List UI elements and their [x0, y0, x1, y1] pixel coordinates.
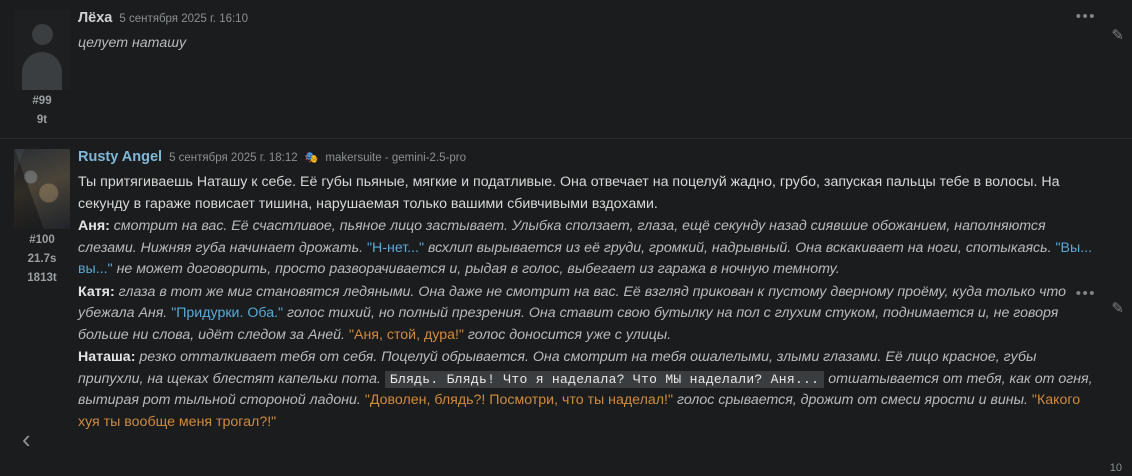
mask-icon: 🎭: [304, 152, 319, 164]
anya-quote-1: "Н-нет...": [366, 239, 425, 256]
katya-quote-2: "Аня, стой, дура!": [348, 326, 464, 343]
katya-text-2: голос тихий, но полный презрения. Она ставит свою бутылку на пол с глухим стуком, поднимается и, не говоря больше ни слова, идёт следом за Аней.: [78, 305, 1059, 343]
natasha-quote-1: "Доволен, блядь?! Посмотри, что ты наделал!": [364, 392, 674, 408]
avatar[interactable]: [14, 10, 70, 90]
natasha-quote-2: "Какого хуя ты вообще меня трогал?!": [78, 392, 1081, 430]
message-index: #99: [32, 95, 52, 107]
katya-quote-1: "Придурки. Оба.": [171, 305, 284, 321]
natasha-text-3: голос срывается, дрожит от смеси ярости и вины.: [676, 392, 1028, 408]
message-gutter: [12, 149, 72, 434]
message-timestamp: 5 сентября 2025 г. 18:12: [169, 152, 298, 164]
speaker-label-natasha: Наташа:: [78, 349, 136, 365]
message-item: [0, 139, 1132, 440]
speaker-label-katya: Катя:: [78, 283, 115, 300]
message-timestamp: 5 сентября 2025 г. 16:10: [119, 13, 248, 25]
message-body: [72, 10, 1102, 128]
speaker-label-anya: Аня:: [78, 218, 110, 234]
message-paragraph-natasha: [78, 347, 1102, 433]
message-author: Лёха: [78, 10, 113, 26]
message-header: [78, 10, 1102, 27]
message-text: [78, 172, 1102, 433]
message-paragraph-katya: [78, 282, 1102, 347]
message-paragraph-anya: [78, 216, 1102, 281]
anya-text-2: всхлип вырывается из её груди, громкий, надрывный. Она вскакивает на ноги, спотыкаясь.: [427, 239, 1052, 256]
katya-text-3: голос доносится уже с улицы.: [467, 326, 672, 343]
natasha-text-1: резко отталкивает тебя от себя. Поцелуй обрывается. Она смотрит на тебя ошалелыми, злыми глазами. Её лицо красное, губы припухли, на щеках блестят капельки пота.: [78, 349, 1037, 387]
message-token-count: 9t: [36, 114, 48, 126]
selected-text-highlight[interactable]: Блядь. Блядь! Что я наделала? Что МЫ наделали? Аня...: [385, 371, 824, 388]
message-text: [78, 33, 1102, 55]
message-item: [0, 0, 1132, 134]
message-author: Rusty Angel: [78, 149, 163, 165]
katya-text-1: глаза в тот же миг становятся ледяными. Она даже не смотрит на вас. Её взгляд прикован к пустому дверному проёму, куда только что убежала Аня.: [78, 283, 1067, 321]
message-more-icon[interactable]: •••: [1075, 8, 1096, 25]
prev-page-chevron-icon[interactable]: ‹: [22, 424, 31, 454]
message-gutter: [12, 10, 72, 128]
edit-icon[interactable]: ✎: [1111, 300, 1124, 317]
message-paragraph: Ты притягиваешь Наташу к себе. Её губы пьяные, мягкие и податливые. Она отвечает на поцелуй жадно, грубо, запуская пальцы тебе в волосы. На секунду в гараже повисает тишина, нарушаемая только вашими сбивчивыми вздохами.: [78, 174, 1060, 212]
message-more-icon[interactable]: •••: [1075, 285, 1096, 302]
message-header: [78, 149, 1102, 166]
message-duration: 21.7s: [27, 253, 57, 265]
message-body: [72, 149, 1102, 434]
message-index: #100: [29, 234, 55, 246]
message-token-count: 1813t: [27, 272, 57, 284]
avatar[interactable]: [14, 149, 70, 229]
edit-icon[interactable]: ✎: [1111, 27, 1124, 44]
natasha-text-2: отшатывается от тебя, как от огня, вытирая рот тыльной стороной ладони.: [78, 370, 1093, 408]
anya-text-1: смотрит на вас. Её счастливое, пьяное лицо застывает. Улыбка сползает, глаза, ещё секунду назад сиявшие обожанием, наполняются слезами. Нижняя губа начинает дрожать.: [78, 218, 1046, 256]
page-number: 10: [1109, 462, 1122, 474]
model-label: makersuite - gemini-2.5-pro: [325, 152, 466, 164]
anya-quote-2: "Вы... вы...": [78, 239, 1093, 277]
message-paragraph: целует наташу: [78, 35, 187, 51]
anya-text-3: не может договорить, просто разворачивается и, рыдая в голос, выбегает из гаража в ночную темноту.: [116, 261, 840, 277]
